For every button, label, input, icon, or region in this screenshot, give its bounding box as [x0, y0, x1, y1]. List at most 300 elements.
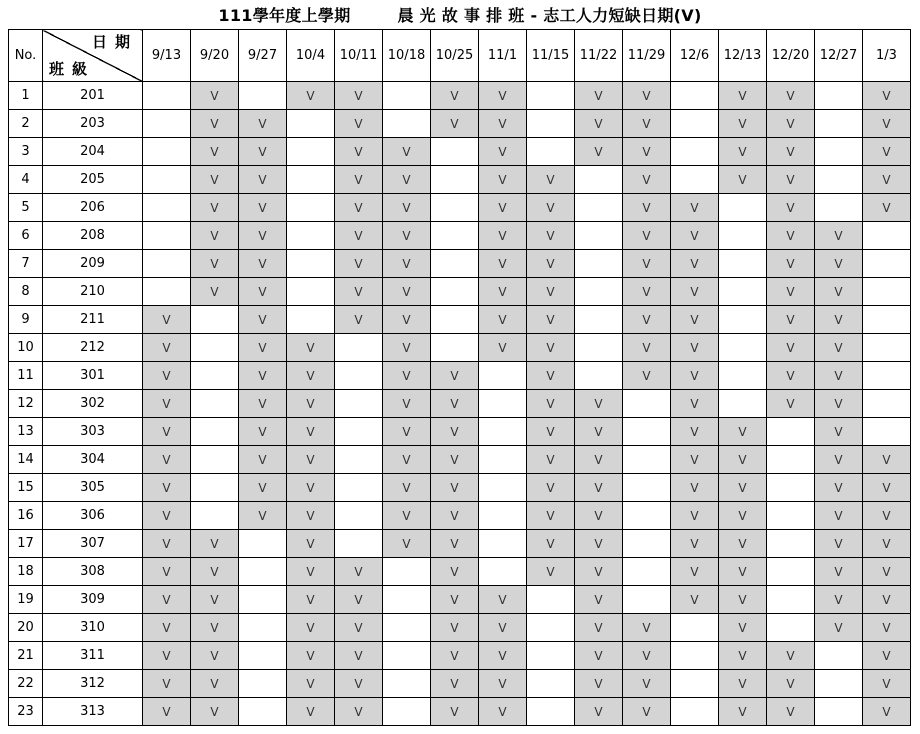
shortage-mark: V: [815, 586, 863, 614]
row-number: 20: [9, 614, 43, 642]
empty-cell: [671, 698, 719, 726]
shortage-mark: V: [335, 614, 383, 642]
class-number: 309: [43, 586, 143, 614]
date-column-header: 10/4: [287, 30, 335, 82]
empty-cell: [191, 390, 239, 418]
empty-cell: [767, 474, 815, 502]
shortage-mark: V: [431, 474, 479, 502]
shortage-mark: V: [767, 334, 815, 362]
date-column-header: 11/22: [575, 30, 623, 82]
shortage-mark: V: [383, 250, 431, 278]
shortage-mark: V: [815, 558, 863, 586]
empty-cell: [575, 334, 623, 362]
table-row: [9, 82, 911, 110]
empty-cell: [527, 670, 575, 698]
empty-cell: [815, 670, 863, 698]
empty-cell: [719, 278, 767, 306]
shortage-mark: V: [527, 390, 575, 418]
shortage-mark: V: [671, 334, 719, 362]
empty-cell: [671, 614, 719, 642]
shortage-mark: V: [335, 278, 383, 306]
shortage-mark: V: [575, 558, 623, 586]
empty-cell: [671, 642, 719, 670]
empty-cell: [335, 390, 383, 418]
shortage-mark: V: [623, 642, 671, 670]
shortage-mark: V: [191, 194, 239, 222]
empty-cell: [383, 642, 431, 670]
shortage-mark: V: [527, 306, 575, 334]
empty-cell: [575, 306, 623, 334]
class-number: 301: [43, 362, 143, 390]
empty-cell: [239, 530, 287, 558]
table-row: [9, 642, 911, 670]
shortage-mark: V: [623, 278, 671, 306]
shortage-mark: V: [431, 418, 479, 446]
empty-cell: [191, 362, 239, 390]
empty-cell: [143, 250, 191, 278]
table-row: [9, 110, 911, 138]
shortage-mark: V: [143, 418, 191, 446]
table-row: [9, 530, 911, 558]
shortage-mark: V: [767, 278, 815, 306]
empty-cell: [719, 306, 767, 334]
shortage-mark: V: [671, 306, 719, 334]
shortage-mark: V: [383, 530, 431, 558]
empty-cell: [479, 418, 527, 446]
shortage-mark: V: [287, 390, 335, 418]
shortage-mark: V: [431, 558, 479, 586]
empty-cell: [431, 250, 479, 278]
shortage-mark: V: [575, 698, 623, 726]
row-number: 6: [9, 222, 43, 250]
shortage-mark: V: [191, 278, 239, 306]
shortage-mark: V: [287, 334, 335, 362]
empty-cell: [191, 474, 239, 502]
empty-cell: [575, 222, 623, 250]
shortage-mark: V: [287, 670, 335, 698]
shortage-mark: V: [863, 558, 911, 586]
shortage-mark: V: [527, 446, 575, 474]
shortage-mark: V: [479, 642, 527, 670]
shortage-mark: V: [191, 614, 239, 642]
empty-cell: [623, 530, 671, 558]
empty-cell: [239, 670, 287, 698]
row-number: 4: [9, 166, 43, 194]
shortage-mark: V: [575, 614, 623, 642]
shortage-mark: V: [527, 530, 575, 558]
empty-cell: [815, 166, 863, 194]
shortage-mark: V: [143, 558, 191, 586]
table-row: [9, 278, 911, 306]
shortage-mark: V: [287, 530, 335, 558]
shortage-mark: V: [431, 82, 479, 110]
date-column-header: 12/6: [671, 30, 719, 82]
shortage-mark: V: [575, 110, 623, 138]
shortage-mark: V: [479, 278, 527, 306]
shortage-mark: V: [239, 166, 287, 194]
class-number: 310: [43, 614, 143, 642]
empty-cell: [863, 278, 911, 306]
empty-cell: [431, 166, 479, 194]
row-number: 13: [9, 418, 43, 446]
shortage-mark: V: [479, 670, 527, 698]
empty-cell: [383, 586, 431, 614]
empty-cell: [335, 502, 383, 530]
empty-cell: [143, 82, 191, 110]
empty-cell: [719, 194, 767, 222]
shortage-mark: V: [863, 82, 911, 110]
shortage-mark: V: [479, 166, 527, 194]
empty-cell: [863, 390, 911, 418]
table-row: [9, 306, 911, 334]
table-row: [9, 166, 911, 194]
table-row: [9, 474, 911, 502]
row-number: 18: [9, 558, 43, 586]
empty-cell: [815, 698, 863, 726]
empty-cell: [287, 250, 335, 278]
shortage-mark: V: [191, 166, 239, 194]
shortage-mark: V: [287, 586, 335, 614]
shortage-mark: V: [767, 390, 815, 418]
class-number: 212: [43, 334, 143, 362]
shortage-mark: V: [575, 390, 623, 418]
shortage-mark: V: [479, 82, 527, 110]
row-number: 17: [9, 530, 43, 558]
shortage-mark: V: [431, 390, 479, 418]
date-column-header: 1/3: [863, 30, 911, 82]
class-number: 210: [43, 278, 143, 306]
empty-cell: [671, 82, 719, 110]
class-number: 208: [43, 222, 143, 250]
header-row: [9, 30, 911, 82]
shortage-mark: V: [287, 418, 335, 446]
shortage-mark: V: [383, 306, 431, 334]
empty-cell: [143, 278, 191, 306]
shortage-mark: V: [527, 166, 575, 194]
shortage-mark: V: [239, 362, 287, 390]
shortage-mark: V: [575, 642, 623, 670]
empty-cell: [143, 138, 191, 166]
shortage-mark: V: [671, 474, 719, 502]
table-row: [9, 418, 911, 446]
row-number: 19: [9, 586, 43, 614]
empty-cell: [239, 558, 287, 586]
row-number: 23: [9, 698, 43, 726]
shortage-mark: V: [767, 194, 815, 222]
shortage-mark: V: [767, 166, 815, 194]
class-number: 313: [43, 698, 143, 726]
empty-cell: [479, 530, 527, 558]
shortage-mark: V: [815, 362, 863, 390]
row-number: 8: [9, 278, 43, 306]
empty-cell: [527, 586, 575, 614]
shortage-mark: V: [431, 586, 479, 614]
shortage-mark: V: [383, 502, 431, 530]
empty-cell: [287, 222, 335, 250]
shortage-mark: V: [527, 250, 575, 278]
shortage-mark: V: [623, 334, 671, 362]
empty-cell: [479, 558, 527, 586]
shortage-mark: V: [287, 82, 335, 110]
row-number: 16: [9, 502, 43, 530]
empty-cell: [383, 110, 431, 138]
shortage-mark: V: [767, 110, 815, 138]
class-number: 303: [43, 418, 143, 446]
shortage-mark: V: [239, 250, 287, 278]
shortage-mark: V: [143, 698, 191, 726]
empty-cell: [383, 82, 431, 110]
shortage-mark: V: [719, 586, 767, 614]
shortage-mark: V: [479, 334, 527, 362]
shortage-mark: V: [575, 418, 623, 446]
shortage-mark: V: [527, 194, 575, 222]
empty-cell: [335, 362, 383, 390]
shortage-mark: V: [335, 222, 383, 250]
empty-cell: [431, 194, 479, 222]
row-number: 3: [9, 138, 43, 166]
shortage-mark: V: [143, 334, 191, 362]
shortage-mark: V: [239, 222, 287, 250]
shortage-mark: V: [383, 278, 431, 306]
empty-cell: [431, 138, 479, 166]
empty-cell: [383, 558, 431, 586]
class-number: 312: [43, 670, 143, 698]
empty-cell: [383, 698, 431, 726]
table-row: [9, 670, 911, 698]
table-row: [9, 558, 911, 586]
shortage-mark: V: [239, 306, 287, 334]
empty-cell: [335, 418, 383, 446]
shortage-mark: V: [623, 110, 671, 138]
shortage-mark: V: [335, 250, 383, 278]
empty-cell: [431, 334, 479, 362]
shortage-mark: V: [191, 586, 239, 614]
shortage-mark: V: [143, 446, 191, 474]
shortage-mark: V: [623, 698, 671, 726]
class-number: 206: [43, 194, 143, 222]
date-class-corner-header: [43, 30, 143, 82]
table-row: [9, 138, 911, 166]
empty-cell: [287, 278, 335, 306]
shortage-mark: V: [431, 698, 479, 726]
class-number: 204: [43, 138, 143, 166]
empty-cell: [767, 530, 815, 558]
empty-cell: [815, 82, 863, 110]
empty-cell: [671, 138, 719, 166]
shortage-mark: V: [287, 474, 335, 502]
empty-cell: [863, 418, 911, 446]
shortage-mark: V: [287, 362, 335, 390]
shortage-mark: V: [191, 110, 239, 138]
shortage-mark: V: [431, 502, 479, 530]
class-number: 209: [43, 250, 143, 278]
date-column-header: 9/27: [239, 30, 287, 82]
shortage-mark: V: [287, 558, 335, 586]
shortage-mark: V: [719, 446, 767, 474]
empty-cell: [575, 362, 623, 390]
shortage-mark: V: [239, 418, 287, 446]
shortage-mark: V: [383, 222, 431, 250]
shortage-mark: V: [287, 502, 335, 530]
shortage-mark: V: [623, 82, 671, 110]
table-body: [9, 82, 911, 726]
shortage-mark: V: [863, 642, 911, 670]
shortage-mark: V: [671, 278, 719, 306]
shortage-mark: V: [575, 586, 623, 614]
empty-cell: [863, 362, 911, 390]
shortage-mark: V: [527, 362, 575, 390]
class-number: 211: [43, 306, 143, 334]
shortage-mark: V: [767, 698, 815, 726]
shortage-mark: V: [479, 138, 527, 166]
empty-cell: [527, 110, 575, 138]
shortage-mark: V: [719, 530, 767, 558]
shortage-mark: V: [239, 138, 287, 166]
shortage-mark: V: [623, 250, 671, 278]
table-row: [9, 222, 911, 250]
shortage-mark: V: [719, 110, 767, 138]
shortage-mark: V: [527, 502, 575, 530]
date-column-header: 10/11: [335, 30, 383, 82]
empty-cell: [143, 222, 191, 250]
empty-cell: [527, 82, 575, 110]
shortage-mark: V: [431, 614, 479, 642]
volunteer-shortage-table: [8, 29, 911, 726]
shortage-mark: V: [575, 82, 623, 110]
row-number: 9: [9, 306, 43, 334]
table-row: [9, 614, 911, 642]
empty-cell: [479, 390, 527, 418]
shortage-mark: V: [623, 306, 671, 334]
empty-cell: [143, 194, 191, 222]
shortage-mark: V: [143, 586, 191, 614]
shortage-mark: V: [143, 614, 191, 642]
class-number: 308: [43, 558, 143, 586]
page-title: 111學年度上學期 晨 光 故 事 排 班 - 志工人力短缺日期(V): [218, 6, 702, 25]
shortage-mark: V: [575, 446, 623, 474]
shortage-mark: V: [335, 82, 383, 110]
date-column-header: 12/13: [719, 30, 767, 82]
shortage-mark: V: [479, 698, 527, 726]
shortage-mark: V: [671, 418, 719, 446]
shortage-mark: V: [383, 166, 431, 194]
shortage-mark: V: [719, 82, 767, 110]
empty-cell: [335, 530, 383, 558]
empty-cell: [719, 362, 767, 390]
shortage-mark: V: [863, 670, 911, 698]
shortage-mark: V: [671, 390, 719, 418]
shortage-mark: V: [719, 642, 767, 670]
empty-cell: [191, 306, 239, 334]
shortage-mark: V: [719, 138, 767, 166]
empty-cell: [287, 306, 335, 334]
shortage-mark: V: [719, 166, 767, 194]
empty-cell: [575, 166, 623, 194]
empty-cell: [767, 558, 815, 586]
empty-cell: [191, 502, 239, 530]
table-row: [9, 194, 911, 222]
date-column-header: 9/20: [191, 30, 239, 82]
shortage-mark: V: [623, 670, 671, 698]
class-number: 302: [43, 390, 143, 418]
table-row: [9, 250, 911, 278]
shortage-mark: V: [815, 306, 863, 334]
shortage-mark: V: [479, 306, 527, 334]
shortage-mark: V: [191, 530, 239, 558]
date-column-header: 11/29: [623, 30, 671, 82]
shortage-mark: V: [335, 642, 383, 670]
shortage-mark: V: [623, 138, 671, 166]
shortage-mark: V: [863, 166, 911, 194]
shortage-mark: V: [143, 502, 191, 530]
empty-cell: [527, 642, 575, 670]
shortage-mark: V: [815, 334, 863, 362]
shortage-mark: V: [527, 558, 575, 586]
table-row: [9, 586, 911, 614]
shortage-mark: V: [431, 446, 479, 474]
row-number: 14: [9, 446, 43, 474]
shortage-mark: V: [767, 250, 815, 278]
date-axis-label: 日期: [91, 33, 138, 51]
table-row: [9, 502, 911, 530]
shortage-mark: V: [287, 642, 335, 670]
empty-cell: [623, 502, 671, 530]
shortage-mark: V: [527, 222, 575, 250]
shortage-mark: V: [527, 278, 575, 306]
empty-cell: [431, 278, 479, 306]
row-number: 10: [9, 334, 43, 362]
shortage-mark: V: [719, 558, 767, 586]
shortage-mark: V: [143, 642, 191, 670]
empty-cell: [719, 390, 767, 418]
shortage-mark: V: [623, 166, 671, 194]
row-number: 21: [9, 642, 43, 670]
shortage-mark: V: [815, 502, 863, 530]
shortage-mark: V: [671, 446, 719, 474]
empty-cell: [719, 250, 767, 278]
row-number: 5: [9, 194, 43, 222]
shortage-mark: V: [719, 614, 767, 642]
empty-cell: [191, 334, 239, 362]
empty-cell: [191, 446, 239, 474]
shortage-mark: V: [191, 698, 239, 726]
shortage-mark: V: [191, 250, 239, 278]
shortage-mark: V: [671, 250, 719, 278]
shortage-mark: V: [383, 390, 431, 418]
shortage-mark: V: [671, 362, 719, 390]
shortage-mark: V: [143, 390, 191, 418]
empty-cell: [575, 194, 623, 222]
empty-cell: [239, 614, 287, 642]
empty-cell: [623, 446, 671, 474]
class-number: 307: [43, 530, 143, 558]
empty-cell: [815, 110, 863, 138]
date-column-header: 11/1: [479, 30, 527, 82]
shortage-mark: V: [863, 614, 911, 642]
empty-cell: [527, 698, 575, 726]
empty-cell: [143, 166, 191, 194]
shortage-mark: V: [239, 278, 287, 306]
shortage-mark: V: [431, 530, 479, 558]
empty-cell: [527, 138, 575, 166]
empty-cell: [335, 446, 383, 474]
empty-cell: [479, 446, 527, 474]
row-number: 11: [9, 362, 43, 390]
shortage-mark: V: [239, 110, 287, 138]
empty-cell: [767, 614, 815, 642]
shortage-mark: V: [863, 502, 911, 530]
shortage-mark: V: [383, 446, 431, 474]
